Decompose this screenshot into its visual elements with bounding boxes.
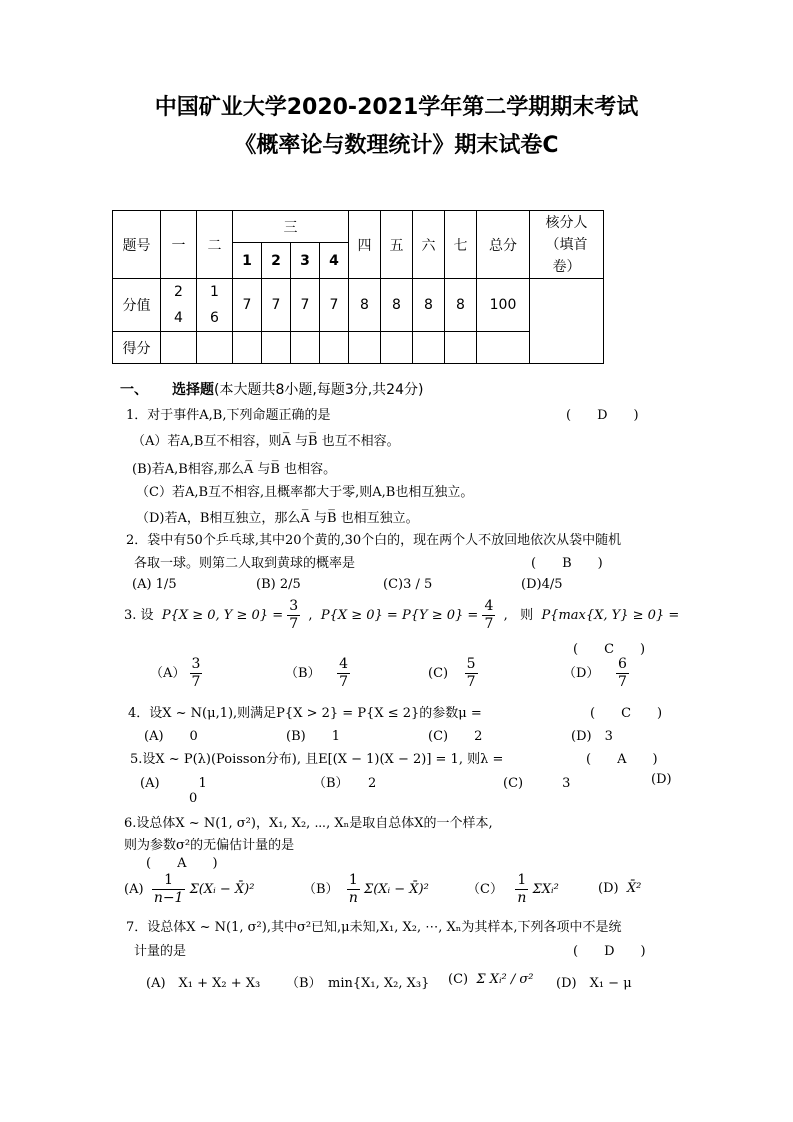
- q7-answer: ( D ): [573, 944, 646, 959]
- score-cell: [381, 332, 413, 364]
- score-cell: [477, 332, 530, 364]
- q4-option-a: (A) 0: [144, 729, 198, 744]
- header-q4: 四: [349, 211, 381, 279]
- q2-answer: ( B ): [531, 556, 603, 571]
- q2-option-b: (B) 2/5: [256, 577, 301, 592]
- value-q7: 8: [445, 279, 477, 332]
- q1-option-b: (B)若A,B相容,那么A̅ 与B̅ 也相容。: [132, 462, 337, 477]
- q4-option-d: (D) 3: [571, 729, 613, 744]
- q3-fraction: $\frac{4}{7}$: [484, 598, 494, 632]
- exam-subtitle: 《概率论与数理统计》期末试卷C: [234, 133, 559, 158]
- q7-stem-cont: 计量的是: [134, 944, 187, 959]
- q1-stem: 1．对于事件A,B,下列命题正确的是: [126, 408, 331, 423]
- header-total: 总分: [477, 211, 530, 279]
- q6-option-a: (A) $\frac{1}{n-1}$ Σ(Xᵢ − X̄)²: [124, 872, 255, 906]
- score-cell: [291, 332, 320, 364]
- q6-answer: ( A ): [146, 856, 218, 871]
- q7-stem: 7．设总体X ~ N(1, σ²),其中σ²已知,μ未知,X₁, X₂, ⋯, Xₙ为其样本,下列各项中不是统: [126, 920, 622, 935]
- score-cell: [349, 332, 381, 364]
- header-q3-sub: 4: [320, 243, 349, 279]
- header-q3-sub: 3: [291, 243, 320, 279]
- q4-answer: ( C ): [590, 706, 663, 721]
- q1-option-d: （D)若A，B相互独立，那么A̅ 与B̅ 也相互独立。: [136, 511, 419, 526]
- row-label-value: 分值: [113, 279, 161, 332]
- q6-option-d: (D) X̄²: [598, 881, 642, 896]
- q3-option-b: （B） $\frac{4}{7}$: [285, 656, 349, 690]
- row-label-score: 得分: [113, 332, 161, 364]
- q2-stem-cont: 各取一球。则第二人取到黄球的概率是: [134, 556, 356, 571]
- header-q5: 五: [381, 211, 413, 279]
- header-q2: 二: [197, 211, 233, 279]
- q5-option-c: (C) 3: [503, 776, 571, 791]
- header-q3: 三: [233, 211, 349, 243]
- value-q3-sub: 7: [262, 279, 291, 332]
- value-q5: 8: [381, 279, 413, 332]
- q5-option-b: （B） 2: [313, 776, 377, 791]
- q1-option-a: （A）若A,B互不相容，则A̅ 与B̅ 也互不相容。: [132, 434, 400, 449]
- score-cell: [161, 332, 197, 364]
- q3-option-c: (C) $\frac{5}{7}$: [428, 656, 476, 690]
- q3-option-d: （D） $\frac{6}{7}$: [563, 656, 627, 690]
- q3-option-a: （A） $\frac{3}{7}$: [150, 656, 201, 690]
- q6-stem-cont: 则为参数σ²的无偏估计量的是: [124, 838, 295, 853]
- header-question-no: 题号: [113, 211, 161, 279]
- value-q4: 8: [349, 279, 381, 332]
- header-q7: 七: [445, 211, 477, 279]
- q2-option-a: (A) 1/5: [132, 577, 177, 592]
- q2-option-c: (C)3 / 5: [383, 577, 433, 592]
- q2-stem: 2．袋中有50个乒乓球,其中20个黄的,30个白的，现在两个人不放回地依次从袋中随机: [126, 533, 622, 548]
- score-cell: [233, 332, 262, 364]
- header-q3-sub: 1: [233, 243, 262, 279]
- header-q1: 一: [161, 211, 197, 279]
- q1-option-c: （C）若A,B互不相容,且概率都大于零,则A,B也相互独立。: [136, 485, 474, 500]
- exam-title: 中国矿业大学2020-2021学年第二学期期末考试: [154, 95, 639, 120]
- q4-option-b: (B) 1: [286, 729, 340, 744]
- q6-option-c: （C） $\frac{1}{n}$ ΣXᵢ²: [467, 872, 559, 906]
- q6-stem: 6.设总体X ~ N(1, σ²)，X₁, X₂, ⋯, Xₙ是取自总体X的一个样本,: [124, 816, 493, 831]
- q3-fraction: $\frac{3}{7}$: [289, 598, 299, 632]
- score-cell: [197, 332, 233, 364]
- value-q6: 8: [413, 279, 445, 332]
- score-cell: [262, 332, 291, 364]
- q7-option-d: (D) X₁ − μ: [556, 976, 632, 991]
- q3-answer: ( C ): [573, 642, 646, 657]
- q2-option-d: (D)4/5: [521, 577, 563, 592]
- header-q6: 六: [413, 211, 445, 279]
- header-checker: 核分人 （填首 卷）: [530, 211, 604, 279]
- q7-option-c: (C) Σ Xᵢ² / σ²: [448, 972, 534, 987]
- value-q2: 1 6: [197, 279, 233, 332]
- q3-stem: 3. 设 P{X ≥ 0, Y ≥ 0} = $\frac{3}{7}$ , P{X ≥ 0} = P{Y ≥ 0} = $\frac{4}{7}$ , 则 P{max{X, Y} ≥ 0} =: [124, 598, 680, 632]
- q4-stem: 4．设X ~ N(μ,1),则满足P{X > 2} = P{X ≤ 2}的参数μ =: [128, 706, 482, 721]
- q5-stem: 5.设X ~ P(λ)(Poisson分布), 且E[(X − 1)(X − 2)] = 1, 则λ =: [130, 752, 504, 767]
- score-cell: [320, 332, 349, 364]
- checker-cell: [530, 279, 604, 364]
- q5-answer: ( A ): [586, 752, 658, 767]
- q4-option-c: (C) 2: [428, 729, 483, 744]
- q5-option-a: (A) 1: [140, 776, 207, 791]
- score-cell: [413, 332, 445, 364]
- q7-option-a: (A) X₁ + X₂ + X₃: [146, 976, 261, 991]
- section-heading: 一、 选择题(本大题共8小题,每题3分,共24分): [120, 382, 424, 398]
- value-q3-sub: 7: [320, 279, 349, 332]
- q7-option-b: （B） min{X₁, X₂, X₃}: [286, 976, 430, 991]
- value-total: 100: [477, 279, 530, 332]
- score-cell: [445, 332, 477, 364]
- value-q3-sub: 7: [233, 279, 262, 332]
- value-q1: 2 4: [161, 279, 197, 332]
- q5-option-d: (D): [651, 772, 672, 787]
- q6-option-b: （B） $\frac{1}{n}$ Σ(Xᵢ − X̄)²: [303, 872, 429, 906]
- q1-answer: ( D ): [566, 408, 639, 423]
- q5-option-a-extra: 0: [189, 791, 198, 806]
- value-q3-sub: 7: [291, 279, 320, 332]
- score-table: [112, 210, 604, 364]
- header-q3-sub: 2: [262, 243, 291, 279]
